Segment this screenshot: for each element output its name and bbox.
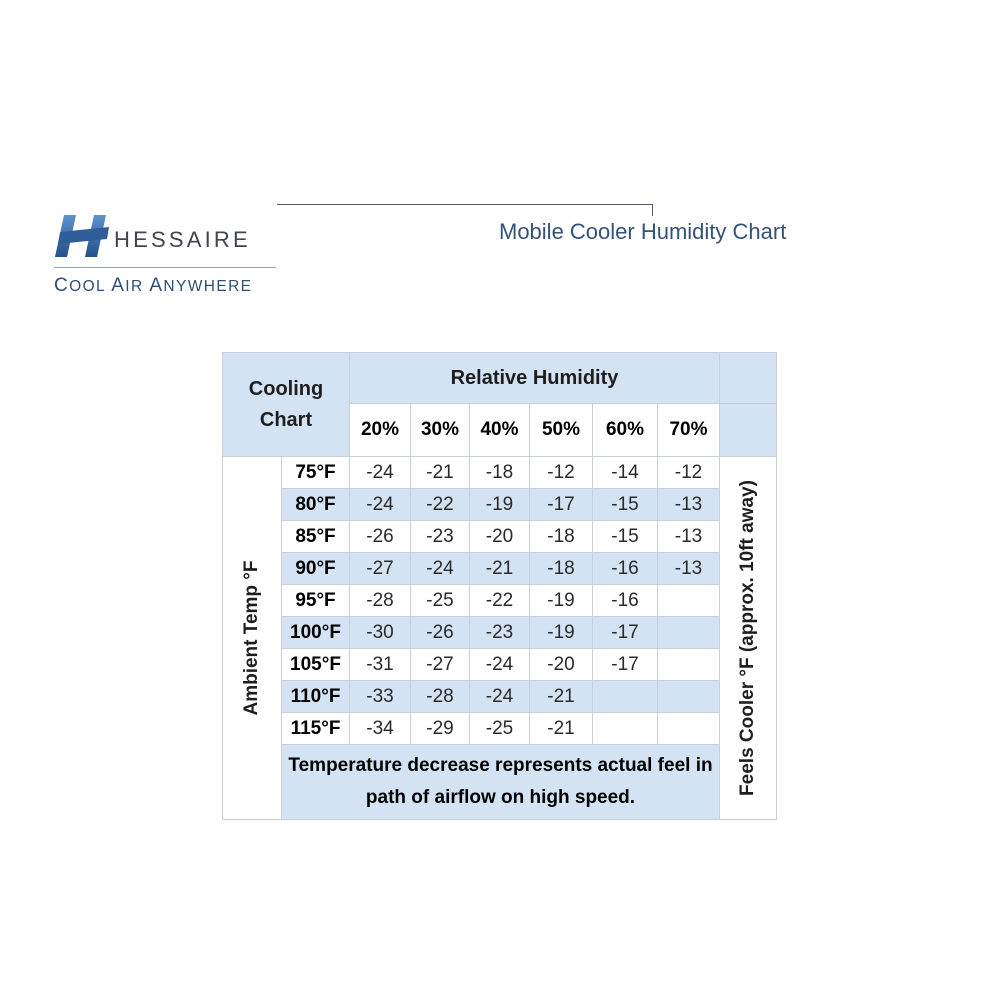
feels-cooler-cell: -19: [530, 617, 593, 649]
hessaire-h-mark-icon: [54, 213, 110, 259]
feels-cooler-cell: -21: [411, 457, 470, 489]
feels-cooler-axis-label: [720, 457, 777, 820]
ambient-temp-row-label: 115°F: [282, 713, 350, 745]
feels-cooler-cell: -15: [593, 521, 658, 553]
feels-cooler-cell: -24: [470, 649, 530, 681]
humidity-column-header: 20%: [350, 404, 411, 457]
feels-cooler-cell: -19: [530, 585, 593, 617]
ambient-temp-row-label: 100°F: [282, 617, 350, 649]
table-row: [223, 649, 777, 681]
feels-cooler-cell: -26: [411, 617, 470, 649]
feels-cooler-cell: -26: [350, 521, 411, 553]
ambient-temp-row-label: 90°F: [282, 553, 350, 585]
feels-cooler-cell: -18: [530, 553, 593, 585]
feels-cooler-cell: -27: [411, 649, 470, 681]
title-rule: [277, 204, 653, 205]
feels-cooler-cell: -21: [530, 681, 593, 713]
table-row: [223, 713, 777, 745]
feels-cooler-cell: [658, 713, 720, 745]
footnote-row: [223, 745, 777, 820]
feels-cooler-cell: -25: [470, 713, 530, 745]
feels-cooler-cell: -17: [530, 489, 593, 521]
ambient-temp-axis-label: [223, 457, 282, 820]
ambient-temp-row-label: 105°F: [282, 649, 350, 681]
feels-cooler-cell: -18: [470, 457, 530, 489]
feels-cooler-cell: -23: [470, 617, 530, 649]
feels-cooler-cell: -24: [350, 489, 411, 521]
brand-tagline: COOL AIR ANYWHERE: [54, 275, 253, 296]
feels-cooler-cell: [658, 617, 720, 649]
feels-cooler-cell: -31: [350, 649, 411, 681]
feels-cooler-cell: -34: [350, 713, 411, 745]
feels-cooler-cell: -17: [593, 617, 658, 649]
feels-cooler-cell: -24: [470, 681, 530, 713]
feels-cooler-cell: -13: [658, 489, 720, 521]
title-rule-tick: [652, 204, 653, 216]
brand-name: HESSAIRE: [114, 227, 251, 252]
relative-humidity-header: Relative Humidity: [350, 353, 720, 404]
table-row: [223, 553, 777, 585]
table-row: [223, 585, 777, 617]
feels-cooler-cell: -12: [658, 457, 720, 489]
feels-cooler-cell: -29: [411, 713, 470, 745]
feels-cooler-axis-text: Feels Cooler °F (approx. 10ft away): [737, 480, 758, 796]
humidity-column-header: 30%: [411, 404, 470, 457]
feels-cooler-cell: -17: [593, 649, 658, 681]
feels-cooler-cell: -14: [593, 457, 658, 489]
feels-cooler-cell: -28: [350, 585, 411, 617]
feels-cooler-cell: -18: [530, 521, 593, 553]
feels-cooler-cell: -22: [411, 489, 470, 521]
table-row: [223, 681, 777, 713]
feels-cooler-cell: -20: [470, 521, 530, 553]
feels-cooler-cell: -27: [350, 553, 411, 585]
table-row: [223, 457, 777, 489]
feels-cooler-cell: -21: [470, 553, 530, 585]
feels-cooler-cell: [593, 713, 658, 745]
humidity-column-header: 70%: [658, 404, 720, 457]
ambient-temp-row-label: 95°F: [282, 585, 350, 617]
feels-cooler-cell: [658, 681, 720, 713]
ambient-temp-axis-text: Ambient Temp °F: [241, 560, 262, 716]
feels-cooler-cell: -28: [411, 681, 470, 713]
cooling-chart-label-text: Cooling Chart: [248, 377, 324, 431]
feels-cooler-cell: -23: [411, 521, 470, 553]
humidity-column-header: 60%: [593, 404, 658, 457]
header-corner-right-lower: [720, 404, 777, 457]
logo-divider: [54, 267, 276, 268]
feels-cooler-cell: [593, 681, 658, 713]
feels-cooler-cell: -13: [658, 521, 720, 553]
feels-cooler-cell: -24: [411, 553, 470, 585]
humidity-column-header: 40%: [470, 404, 530, 457]
feels-cooler-cell: -16: [593, 585, 658, 617]
feels-cooler-cell: -22: [470, 585, 530, 617]
ambient-temp-row-label: 75°F: [282, 457, 350, 489]
feels-cooler-cell: -15: [593, 489, 658, 521]
table-row: [223, 489, 777, 521]
feels-cooler-cell: -13: [658, 553, 720, 585]
feels-cooler-cell: [658, 649, 720, 681]
feels-cooler-cell: [658, 585, 720, 617]
feels-cooler-cell: -25: [411, 585, 470, 617]
cooling-chart-label: [223, 353, 350, 457]
ambient-temp-row-label: 80°F: [282, 489, 350, 521]
feels-cooler-cell: -20: [530, 649, 593, 681]
feels-cooler-cell: -30: [350, 617, 411, 649]
feels-cooler-cell: -19: [470, 489, 530, 521]
table-row: [223, 521, 777, 553]
ambient-temp-row-label: 85°F: [282, 521, 350, 553]
document-title: Mobile Cooler Humidity Chart: [499, 219, 787, 244]
header-corner-right: [720, 353, 777, 404]
cooling-chart-table: [222, 352, 777, 820]
humidity-column-header: 50%: [530, 404, 593, 457]
feels-cooler-cell: -16: [593, 553, 658, 585]
feels-cooler-cell: -33: [350, 681, 411, 713]
feels-cooler-cell: -12: [530, 457, 593, 489]
ambient-temp-row-label: 110°F: [282, 681, 350, 713]
footnote: Temperature decrease represents actual feel in path of airflow on high speed.: [282, 745, 720, 820]
feels-cooler-cell: -21: [530, 713, 593, 745]
feels-cooler-cell: -24: [350, 457, 411, 489]
table-row: [223, 617, 777, 649]
